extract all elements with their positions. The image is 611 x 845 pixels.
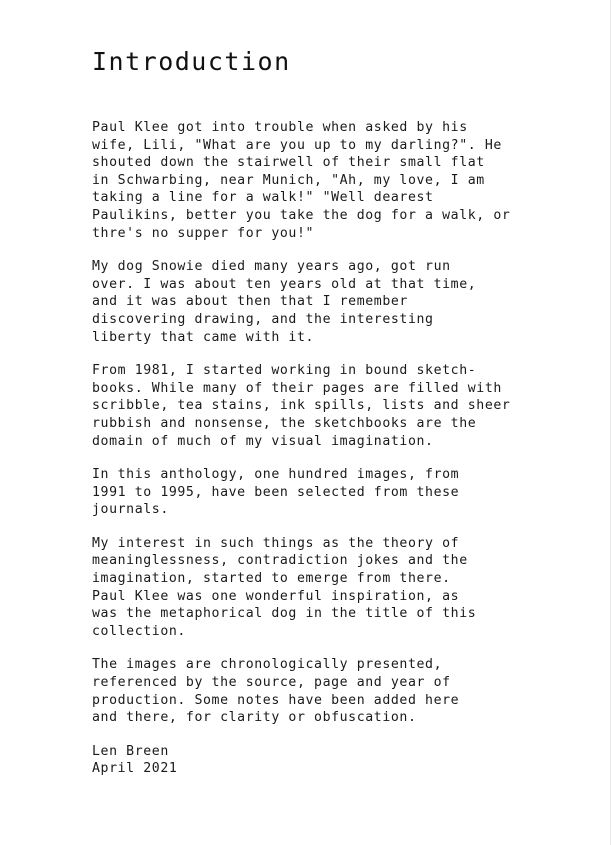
- text-line: meaninglessness, contradiction jokes and the: [92, 553, 468, 569]
- text-line: discovering drawing, and the interesting: [92, 311, 434, 327]
- text-line: production. Some notes have been added here: [92, 692, 460, 708]
- text-line: shouted down the stairwell of their small flat: [92, 155, 485, 171]
- text-line: Paulikins, better you take the dog for a walk, or: [92, 207, 511, 223]
- text-line: In this anthology, one hundred images, from: [92, 467, 460, 483]
- text-line: journals.: [92, 502, 169, 518]
- text-line: From 1981, I started working in bound sketch-: [92, 363, 477, 379]
- text-line: was the metaphorical dog in the title of this: [92, 606, 477, 622]
- text-line: 1991 to 1995, have been selected from these: [92, 484, 460, 500]
- text-line: liberty that came with it.: [92, 329, 315, 345]
- text-line: imagination, started to emerge from there.: [92, 571, 451, 587]
- text-line: The images are chronologically presented,: [92, 657, 443, 673]
- signature-date: April 2021: [92, 761, 178, 777]
- paragraph-5: [92, 535, 592, 641]
- signature-block: [92, 743, 592, 778]
- text-line: domain of much of my visual imagination.: [92, 433, 434, 449]
- text-line: over. I was about ten years old at that time,: [92, 276, 477, 292]
- text-line: Paul Klee was one wonderful inspiration, as: [92, 588, 460, 604]
- text-line: scribble, tea stains, ink spills, lists and sheer: [92, 398, 511, 414]
- text-line: My dog Snowie died many years ago, got run: [92, 259, 451, 275]
- text-line: wife, Lili, "What are you up to my darling?". He: [92, 137, 502, 153]
- text-line: referenced by the source, page and year of: [92, 675, 451, 691]
- author-name: Len Breen: [92, 743, 169, 759]
- text-line: thre's no supper for you!": [92, 225, 315, 241]
- text-line: in Schwarbing, near Munich, "Ah, my love, I am: [92, 172, 485, 188]
- paragraph-1: [92, 119, 592, 242]
- paragraph-3: [92, 362, 592, 450]
- text-line: My interest in such things as the theory of: [92, 535, 460, 551]
- text-line: and it was about then that I remember: [92, 294, 408, 310]
- text-line: and there, for clarity or obfuscation.: [92, 710, 417, 726]
- text-line: collection.: [92, 623, 186, 639]
- paragraph-4: [92, 466, 592, 519]
- text-line: rubbish and nonsense, the sketchbooks are the: [92, 415, 477, 431]
- text-line: taking a line for a walk!" "Well dearest: [92, 190, 434, 206]
- paragraph-2: [92, 258, 592, 346]
- page-title: Introduction: [92, 47, 291, 76]
- text-line: books. While many of their pages are filled with: [92, 380, 502, 396]
- paragraph-6: [92, 656, 592, 726]
- text-line: Paul Klee got into trouble when asked by his: [92, 120, 468, 135]
- body-text: [92, 119, 592, 794]
